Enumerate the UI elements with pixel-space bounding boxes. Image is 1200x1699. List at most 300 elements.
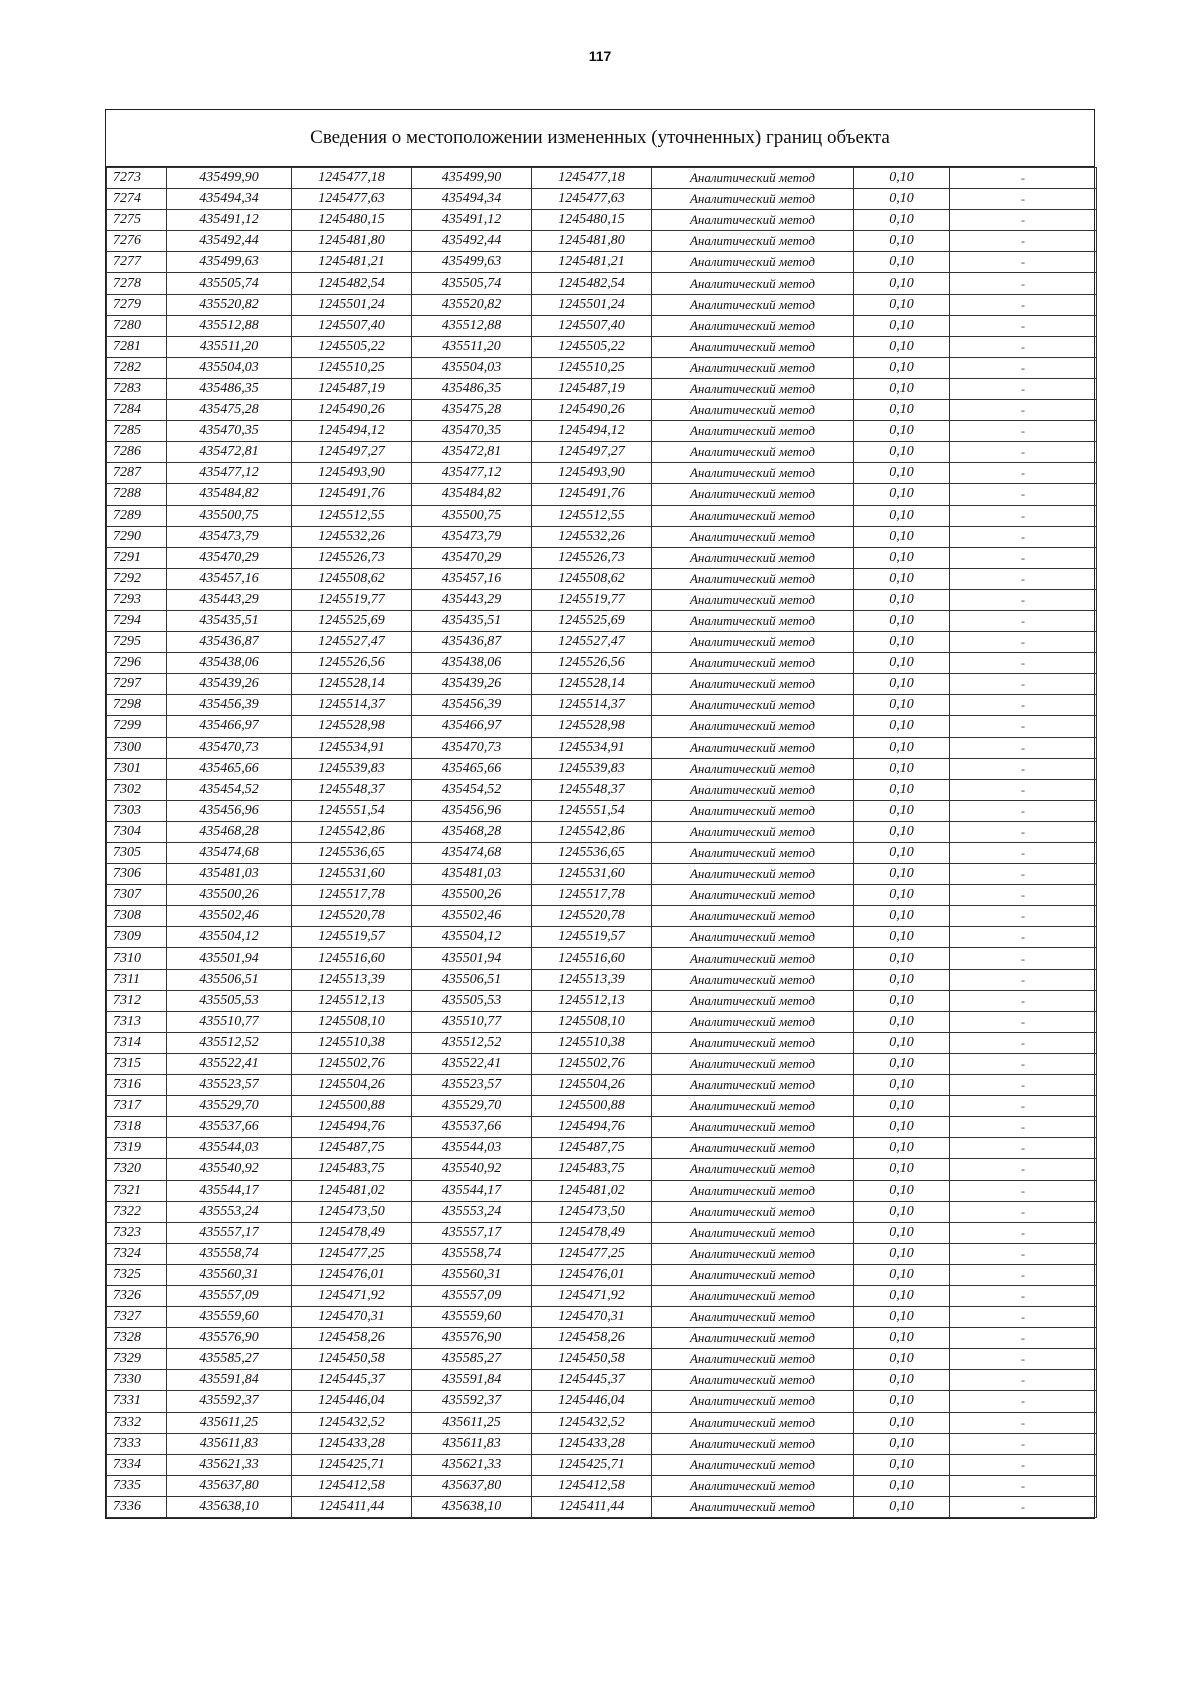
table-row [107,1222,1097,1243]
new-x-cell: 435638,10 [412,1496,532,1517]
old-y-cell: 1245508,10 [292,1011,412,1032]
new-x-cell: 435510,77 [412,1011,532,1032]
accuracy-cell: 0,10 [854,758,950,779]
method-cell: Аналитический метод [652,1264,854,1285]
new-y-cell: 1245508,10 [532,1011,652,1032]
accuracy-cell: 0,10 [854,1138,950,1159]
old-x-cell: 435621,33 [167,1454,292,1475]
old-y-cell: 1245531,60 [292,864,412,885]
old-y-cell: 1245490,26 [292,400,412,421]
new-x-cell: 435481,03 [412,864,532,885]
accuracy-cell: 0,10 [854,695,950,716]
point-number-cell: 7320 [107,1159,167,1180]
new-x-cell: 435470,73 [412,737,532,758]
point-number-cell: 7335 [107,1475,167,1496]
old-y-cell: 1245476,01 [292,1264,412,1285]
accuracy-cell: 0,10 [854,1328,950,1349]
method-cell: Аналитический метод [652,189,854,210]
new-y-cell: 1245412,58 [532,1475,652,1496]
new-y-cell: 1245480,15 [532,210,652,231]
old-y-cell: 1245491,76 [292,484,412,505]
note-cell: - [950,273,1097,294]
point-number-cell: 7315 [107,1053,167,1074]
note-cell: - [950,1391,1097,1412]
accuracy-cell: 0,10 [854,779,950,800]
point-number-cell: 7288 [107,484,167,505]
table-row [107,357,1097,378]
accuracy-cell: 0,10 [854,357,950,378]
method-cell: Аналитический метод [652,1307,854,1328]
note-cell: - [950,421,1097,442]
old-y-cell: 1245527,47 [292,632,412,653]
point-number-cell: 7277 [107,252,167,273]
new-x-cell: 435465,66 [412,758,532,779]
new-x-cell: 435500,26 [412,885,532,906]
new-y-cell: 1245450,58 [532,1349,652,1370]
table-row [107,484,1097,505]
point-number-cell: 7306 [107,864,167,885]
old-y-cell: 1245477,18 [292,168,412,189]
point-number-cell: 7275 [107,210,167,231]
old-x-cell: 435611,83 [167,1433,292,1454]
new-x-cell: 435470,35 [412,421,532,442]
accuracy-cell: 0,10 [854,1285,950,1306]
note-cell: - [950,990,1097,1011]
note-cell: - [950,1096,1097,1117]
accuracy-cell: 0,10 [854,589,950,610]
old-x-cell: 435553,24 [167,1201,292,1222]
point-number-cell: 7318 [107,1117,167,1138]
new-y-cell: 1245520,78 [532,906,652,927]
note-cell: - [950,463,1097,484]
table-row [107,1159,1097,1180]
note-cell: - [950,189,1097,210]
point-number-cell: 7326 [107,1285,167,1306]
accuracy-cell: 0,10 [854,252,950,273]
accuracy-cell: 0,10 [854,568,950,589]
new-x-cell: 435457,16 [412,568,532,589]
new-x-cell: 435557,09 [412,1285,532,1306]
new-x-cell: 435544,03 [412,1138,532,1159]
new-x-cell: 435592,37 [412,1391,532,1412]
old-y-cell: 1245526,73 [292,547,412,568]
new-y-cell: 1245477,63 [532,189,652,210]
accuracy-cell: 0,10 [854,1222,950,1243]
method-cell: Аналитический метод [652,294,854,315]
new-x-cell: 435499,90 [412,168,532,189]
point-number-cell: 7307 [107,885,167,906]
old-x-cell: 435537,66 [167,1117,292,1138]
point-number-cell: 7294 [107,610,167,631]
note-cell: - [950,695,1097,716]
point-number-cell: 7311 [107,969,167,990]
old-y-cell: 1245519,77 [292,589,412,610]
table-row [107,526,1097,547]
point-number-cell: 7327 [107,1307,167,1328]
table-row [107,1412,1097,1433]
note-cell: - [950,1138,1097,1159]
old-x-cell: 435435,51 [167,610,292,631]
new-x-cell: 435637,80 [412,1475,532,1496]
method-cell: Аналитический метод [652,442,854,463]
new-x-cell: 435505,53 [412,990,532,1011]
method-cell: Аналитический метод [652,231,854,252]
accuracy-cell: 0,10 [854,885,950,906]
method-cell: Аналитический метод [652,632,854,653]
new-y-cell: 1245478,49 [532,1222,652,1243]
method-cell: Аналитический метод [652,716,854,737]
new-y-cell: 1245493,90 [532,463,652,484]
new-x-cell: 435499,63 [412,252,532,273]
method-cell: Аналитический метод [652,927,854,948]
method-cell: Аналитический метод [652,779,854,800]
accuracy-cell: 0,10 [854,273,950,294]
table-row [107,779,1097,800]
accuracy-cell: 0,10 [854,1391,950,1412]
old-y-cell: 1245482,54 [292,273,412,294]
accuracy-cell: 0,10 [854,610,950,631]
new-y-cell: 1245494,76 [532,1117,652,1138]
table-row [107,252,1097,273]
method-cell: Аналитический метод [652,421,854,442]
accuracy-cell: 0,10 [854,864,950,885]
old-y-cell: 1245508,62 [292,568,412,589]
new-x-cell: 435486,35 [412,378,532,399]
table-row [107,843,1097,864]
accuracy-cell: 0,10 [854,1032,950,1053]
new-y-cell: 1245483,75 [532,1159,652,1180]
new-y-cell: 1245526,73 [532,547,652,568]
table-row [107,1370,1097,1391]
old-y-cell: 1245483,75 [292,1159,412,1180]
accuracy-cell: 0,10 [854,716,950,737]
new-y-cell: 1245458,26 [532,1328,652,1349]
note-cell: - [950,800,1097,821]
point-number-cell: 7324 [107,1243,167,1264]
new-y-cell: 1245487,75 [532,1138,652,1159]
method-cell: Аналитический метод [652,273,854,294]
old-y-cell: 1245481,02 [292,1180,412,1201]
old-y-cell: 1245481,21 [292,252,412,273]
old-x-cell: 435585,27 [167,1349,292,1370]
new-x-cell: 435456,39 [412,695,532,716]
accuracy-cell: 0,10 [854,843,950,864]
note-cell: - [950,674,1097,695]
old-x-cell: 435560,31 [167,1264,292,1285]
table-row [107,610,1097,631]
old-y-cell: 1245473,50 [292,1201,412,1222]
point-number-cell: 7302 [107,779,167,800]
table-row [107,505,1097,526]
old-x-cell: 435611,25 [167,1412,292,1433]
old-y-cell: 1245548,37 [292,779,412,800]
table-row [107,400,1097,421]
old-x-cell: 435494,34 [167,189,292,210]
note-cell: - [950,716,1097,737]
new-x-cell: 435544,17 [412,1180,532,1201]
old-x-cell: 435470,73 [167,737,292,758]
old-y-cell: 1245536,65 [292,843,412,864]
new-x-cell: 435557,17 [412,1222,532,1243]
old-y-cell: 1245528,14 [292,674,412,695]
point-number-cell: 7282 [107,357,167,378]
table-row [107,1243,1097,1264]
note-cell: - [950,400,1097,421]
table-row [107,1053,1097,1074]
method-cell: Аналитический метод [652,990,854,1011]
new-x-cell: 435436,87 [412,632,532,653]
note-cell: - [950,1349,1097,1370]
note-cell: - [950,589,1097,610]
new-x-cell: 435504,03 [412,357,532,378]
new-x-cell: 435492,44 [412,231,532,252]
note-cell: - [950,1307,1097,1328]
old-y-cell: 1245519,57 [292,927,412,948]
old-y-cell: 1245412,58 [292,1475,412,1496]
old-x-cell: 435557,09 [167,1285,292,1306]
method-cell: Аналитический метод [652,1138,854,1159]
method-cell: Аналитический метод [652,1201,854,1222]
old-y-cell: 1245539,83 [292,758,412,779]
new-y-cell: 1245425,71 [532,1454,652,1475]
point-number-cell: 7296 [107,653,167,674]
note-cell: - [950,1159,1097,1180]
new-x-cell: 435611,83 [412,1433,532,1454]
old-x-cell: 435502,46 [167,906,292,927]
old-x-cell: 435512,52 [167,1032,292,1053]
note-cell: - [950,1264,1097,1285]
old-y-cell: 1245487,75 [292,1138,412,1159]
old-y-cell: 1245494,12 [292,421,412,442]
point-number-cell: 7332 [107,1412,167,1433]
point-number-cell: 7333 [107,1433,167,1454]
note-cell: - [950,231,1097,252]
new-y-cell: 1245502,76 [532,1053,652,1074]
new-x-cell: 435502,46 [412,906,532,927]
new-x-cell: 435591,84 [412,1370,532,1391]
new-x-cell: 435558,74 [412,1243,532,1264]
old-y-cell: 1245532,26 [292,526,412,547]
new-y-cell: 1245446,04 [532,1391,652,1412]
new-y-cell: 1245481,80 [532,231,652,252]
accuracy-cell: 0,10 [854,378,950,399]
accuracy-cell: 0,10 [854,484,950,505]
note-cell: - [950,547,1097,568]
new-x-cell: 435529,70 [412,1096,532,1117]
note-cell: - [950,632,1097,653]
accuracy-cell: 0,10 [854,1243,950,1264]
table-row [107,1454,1097,1475]
table-row [107,716,1097,737]
new-x-cell: 435621,33 [412,1454,532,1475]
old-x-cell: 435472,81 [167,442,292,463]
method-cell: Аналитический метод [652,463,854,484]
new-y-cell: 1245481,02 [532,1180,652,1201]
new-y-cell: 1245476,01 [532,1264,652,1285]
method-cell: Аналитический метод [652,1349,854,1370]
new-y-cell: 1245513,39 [532,969,652,990]
new-y-cell: 1245500,88 [532,1096,652,1117]
new-x-cell: 435466,97 [412,716,532,737]
old-x-cell: 435504,03 [167,357,292,378]
table-row [107,273,1097,294]
table-row [107,885,1097,906]
table-row [107,969,1097,990]
note-cell: - [950,843,1097,864]
method-cell: Аналитический метод [652,1412,854,1433]
accuracy-cell: 0,10 [854,1075,950,1096]
accuracy-cell: 0,10 [854,1264,950,1285]
accuracy-cell: 0,10 [854,547,950,568]
new-x-cell: 435611,25 [412,1412,532,1433]
new-x-cell: 435511,20 [412,336,532,357]
old-x-cell: 435544,03 [167,1138,292,1159]
accuracy-cell: 0,10 [854,1433,950,1454]
page-number: 117 [588,48,612,64]
new-x-cell: 435472,81 [412,442,532,463]
accuracy-cell: 0,10 [854,1307,950,1328]
old-x-cell: 435500,26 [167,885,292,906]
method-cell: Аналитический метод [652,357,854,378]
note-cell: - [950,1285,1097,1306]
method-cell: Аналитический метод [652,400,854,421]
old-y-cell: 1245551,54 [292,800,412,821]
point-number-cell: 7279 [107,294,167,315]
note-cell: - [950,758,1097,779]
point-number-cell: 7330 [107,1370,167,1391]
new-x-cell: 435540,92 [412,1159,532,1180]
accuracy-cell: 0,10 [854,421,950,442]
new-y-cell: 1245536,65 [532,843,652,864]
new-x-cell: 435520,82 [412,294,532,315]
accuracy-cell: 0,10 [854,315,950,336]
old-y-cell: 1245512,13 [292,990,412,1011]
new-y-cell: 1245432,52 [532,1412,652,1433]
accuracy-cell: 0,10 [854,990,950,1011]
new-x-cell: 435470,29 [412,547,532,568]
old-y-cell: 1245510,38 [292,1032,412,1053]
new-x-cell: 435500,75 [412,505,532,526]
note-cell: - [950,1053,1097,1074]
point-number-cell: 7308 [107,906,167,927]
method-cell: Аналитический метод [652,1454,854,1475]
note-cell: - [950,1032,1097,1053]
new-x-cell: 435468,28 [412,821,532,842]
point-number-cell: 7285 [107,421,167,442]
method-cell: Аналитический метод [652,1475,854,1496]
old-x-cell: 435591,84 [167,1370,292,1391]
note-cell: - [950,1201,1097,1222]
point-number-cell: 7309 [107,927,167,948]
old-y-cell: 1245493,90 [292,463,412,484]
old-x-cell: 435475,28 [167,400,292,421]
note-cell: - [950,1222,1097,1243]
method-cell: Аналитический метод [652,1075,854,1096]
new-y-cell: 1245491,76 [532,484,652,505]
method-cell: Аналитический метод [652,568,854,589]
old-y-cell: 1245411,44 [292,1496,412,1517]
new-y-cell: 1245477,18 [532,168,652,189]
accuracy-cell: 0,10 [854,294,950,315]
old-y-cell: 1245494,76 [292,1117,412,1138]
old-y-cell: 1245478,49 [292,1222,412,1243]
new-x-cell: 435553,24 [412,1201,532,1222]
new-y-cell: 1245490,26 [532,400,652,421]
accuracy-cell: 0,10 [854,737,950,758]
point-number-cell: 7283 [107,378,167,399]
old-x-cell: 435511,20 [167,336,292,357]
note-cell: - [950,737,1097,758]
old-x-cell: 435457,16 [167,568,292,589]
old-y-cell: 1245512,55 [292,505,412,526]
accuracy-cell: 0,10 [854,948,950,969]
accuracy-cell: 0,10 [854,1011,950,1032]
new-x-cell: 435506,51 [412,969,532,990]
method-cell: Аналитический метод [652,737,854,758]
new-y-cell: 1245504,26 [532,1075,652,1096]
method-cell: Аналитический метод [652,526,854,547]
accuracy-cell: 0,10 [854,906,950,927]
point-number-cell: 7316 [107,1075,167,1096]
table-row [107,800,1097,821]
new-y-cell: 1245526,56 [532,653,652,674]
table-row [107,1264,1097,1285]
new-y-cell: 1245528,98 [532,716,652,737]
accuracy-cell: 0,10 [854,800,950,821]
old-x-cell: 435438,06 [167,653,292,674]
note-cell: - [950,1412,1097,1433]
old-y-cell: 1245450,58 [292,1349,412,1370]
old-x-cell: 435474,68 [167,843,292,864]
old-x-cell: 435470,29 [167,547,292,568]
new-y-cell: 1245494,12 [532,421,652,442]
old-x-cell: 435456,96 [167,800,292,821]
new-y-cell: 1245510,38 [532,1032,652,1053]
point-number-cell: 7310 [107,948,167,969]
table-row [107,695,1097,716]
point-number-cell: 7286 [107,442,167,463]
point-number-cell: 7295 [107,632,167,653]
old-x-cell: 435559,60 [167,1307,292,1328]
accuracy-cell: 0,10 [854,674,950,695]
point-number-cell: 7287 [107,463,167,484]
new-y-cell: 1245501,24 [532,294,652,315]
old-x-cell: 435522,41 [167,1053,292,1074]
method-cell: Аналитический метод [652,885,854,906]
accuracy-cell: 0,10 [854,1496,950,1517]
accuracy-cell: 0,10 [854,1412,950,1433]
new-x-cell: 435491,12 [412,210,532,231]
method-cell: Аналитический метод [652,758,854,779]
new-y-cell: 1245519,77 [532,589,652,610]
note-cell: - [950,315,1097,336]
table-row [107,210,1097,231]
point-number-cell: 7301 [107,758,167,779]
new-x-cell: 435439,26 [412,674,532,695]
method-cell: Аналитический метод [652,1180,854,1201]
note-cell: - [950,526,1097,547]
point-number-cell: 7304 [107,821,167,842]
table-row [107,1180,1097,1201]
new-y-cell: 1245548,37 [532,779,652,800]
new-x-cell: 435501,94 [412,948,532,969]
point-number-cell: 7291 [107,547,167,568]
point-number-cell: 7314 [107,1032,167,1053]
table-row [107,168,1097,189]
table-row [107,463,1097,484]
point-number-cell: 7323 [107,1222,167,1243]
accuracy-cell: 0,10 [854,1180,950,1201]
